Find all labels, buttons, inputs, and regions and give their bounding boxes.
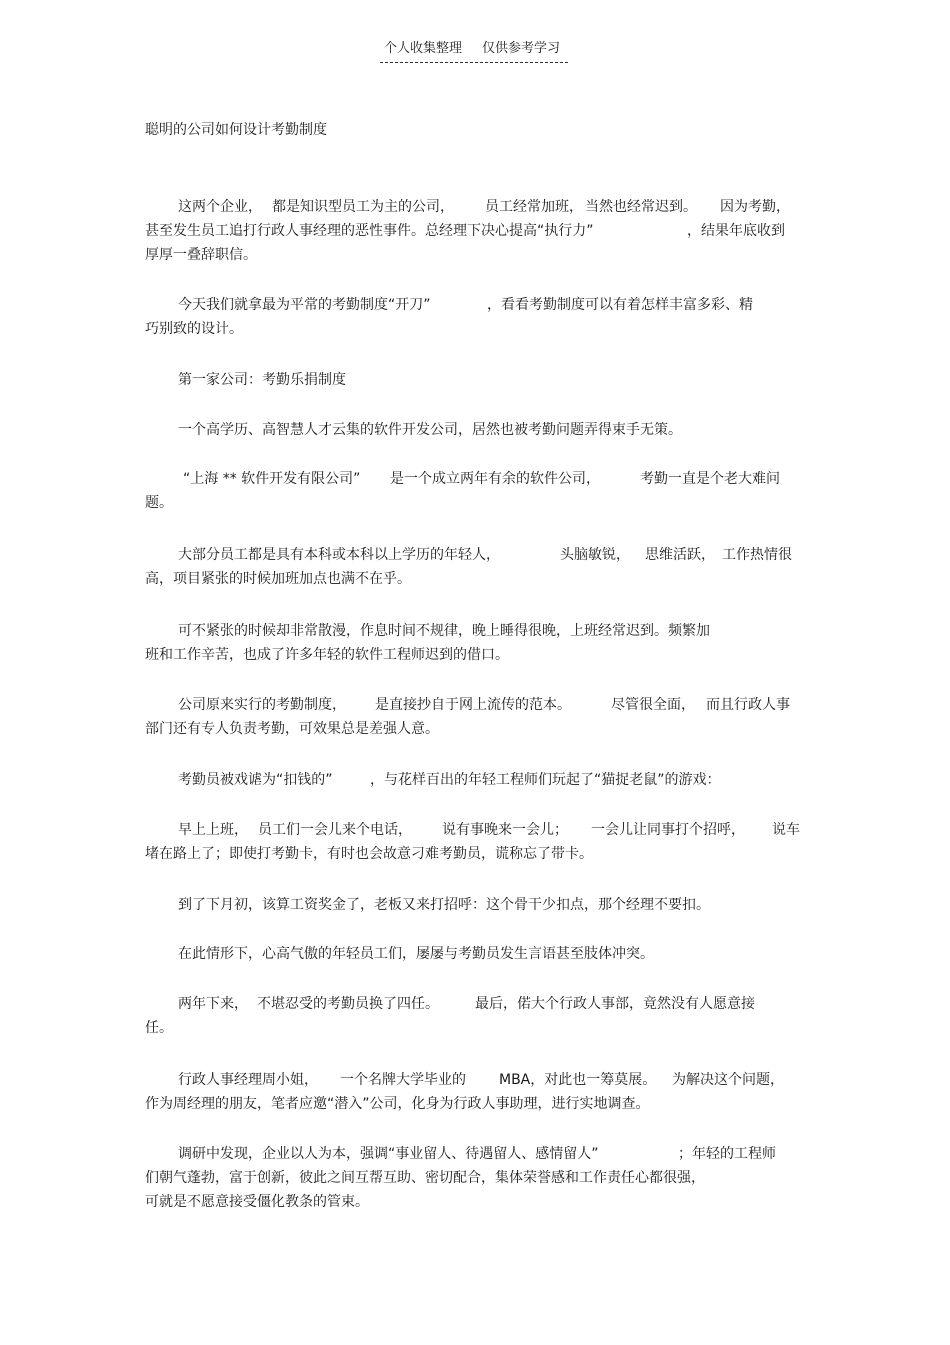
- text-line: [145, 1092, 805, 1116]
- text-line: [145, 768, 805, 792]
- text-segment: 班和工作辛苦，也成了许多年轻的软件工程师迟到的借口。: [145, 647, 509, 663]
- text-segment: 工作热情很: [722, 547, 792, 563]
- text-segment: 高，项目紧张的时候加班加点也满不在乎。: [145, 571, 411, 587]
- text-segment: MBA，对此也一筹莫展。: [499, 1072, 657, 1088]
- text-segment: 尽管很全面，: [611, 697, 695, 713]
- text-segment: 考勤一直是个老大难问: [640, 471, 780, 487]
- text-segment: ，与花样百出的年轻工程师们玩起了“猫捉老鼠”的游戏：: [370, 772, 721, 788]
- text-segment: 可不紧张的时候却非常散漫，作息时间不规律，晚上睡得很晚，上班经常迟到。频繁加: [178, 623, 710, 639]
- text-segment: 员工经常加班，: [485, 199, 583, 215]
- text-line: [145, 491, 805, 515]
- header-left-text: 个人收集整理: [384, 41, 463, 56]
- text-line: [145, 1068, 805, 1092]
- text-segment: 是一个成立两年有余的软件公司，: [390, 471, 600, 487]
- text-segment: 一个高学历、高智慧人才云集的软件开发公司，居然也被考勤问题弄得束手无策。: [178, 422, 682, 438]
- text-segment: 巧别致的设计。: [145, 321, 243, 337]
- header-right-text: 仅供参考学习: [482, 41, 561, 56]
- text-line: [145, 243, 805, 267]
- text-line: [145, 1166, 805, 1190]
- text-line: [145, 467, 805, 491]
- text-segment: 而且行政人事: [706, 697, 790, 713]
- text-line: [145, 195, 805, 219]
- paragraph: [145, 368, 805, 392]
- text-line: [145, 619, 805, 643]
- text-line: [145, 293, 805, 317]
- text-segment: 可就是不愿意接受僵化教条的管束。: [145, 1194, 369, 1210]
- text-segment: 考勤员被戏谑为“扣钱的”: [178, 772, 333, 788]
- text-segment: 们朝气蓬勃，富于创新，彼此之间互帮互助、密切配合，集体荣誉感和工作责任心都很强，: [145, 1170, 705, 1186]
- text-segment: 在此情形下，心高气傲的年轻员工们，屡屡与考勤员发生言语甚至肢体冲突。: [178, 946, 654, 962]
- text-line: [145, 893, 805, 917]
- text-segment: 因为考勤，: [720, 199, 790, 215]
- text-line: [145, 219, 805, 243]
- text-segment: 一会儿让同事打个招呼，: [591, 822, 745, 838]
- paragraph: [145, 543, 805, 591]
- text-segment: 思维活跃，: [645, 547, 715, 563]
- text-segment: 部门还有专人负责考勤，可效果总是差强人意。: [145, 721, 439, 737]
- text-segment: 说车: [772, 822, 800, 838]
- text-segment: ，结果年底收到: [687, 223, 785, 239]
- text-segment: 题。: [145, 495, 173, 511]
- text-line: [145, 1142, 805, 1166]
- text-segment: 行政人事经理周小姐，: [178, 1072, 318, 1088]
- text-line: [145, 1190, 805, 1214]
- text-segment: 作为周经理的朋友，笔者应邀“潜入”公司，化身为行政人事助理，进行实地调查。: [145, 1096, 650, 1112]
- text-segment: “上海 ** 软件开发有限公司”: [183, 471, 361, 487]
- paragraph: [145, 1142, 805, 1214]
- text-segment: 今天我们就拿最为平常的考勤制度“开刀”: [178, 297, 431, 313]
- text-segment: 早上上班，: [178, 822, 248, 838]
- paragraph: [145, 942, 805, 966]
- text-line: [145, 818, 805, 842]
- text-segment: 任。: [145, 1020, 173, 1036]
- text-segment: 都是知识型员工为主的公司，: [272, 199, 454, 215]
- text-line: [145, 543, 805, 567]
- text-segment: 第一家公司：考勤乐捐制度: [178, 372, 346, 388]
- text-line: [145, 643, 805, 667]
- text-segment: ；年轻的工程师: [678, 1146, 776, 1162]
- paragraph: [145, 992, 805, 1040]
- text-segment: 公司原来实行的考勤制度，: [178, 697, 346, 713]
- text-segment: 员工们一会儿来个电话，: [258, 822, 412, 838]
- text-segment: ，看看考勤制度可以有着怎样丰富多彩、精: [487, 297, 753, 313]
- text-segment: 说有事晚来一会儿；: [442, 822, 568, 838]
- text-line: [145, 992, 805, 1016]
- text-segment: 两年下来，: [178, 996, 248, 1012]
- paragraph: [145, 893, 805, 917]
- page-header: [380, 40, 568, 63]
- text-line: [145, 317, 805, 341]
- text-segment: 一个名牌大学毕业的: [340, 1072, 466, 1088]
- text-segment: 甚至发生员工追打行政人事经理的恶性事件。总经理下决心提高“执行力”: [145, 223, 594, 239]
- text-segment: 为解决这个问题，: [672, 1072, 784, 1088]
- text-segment: 当然也经常迟到。: [585, 199, 697, 215]
- text-line: [145, 567, 805, 591]
- text-segment: 到了下月初，该算工资奖金了，老板又来打招呼：这个骨干少扣点，那个经理不要扣。: [178, 897, 710, 913]
- paragraph: [145, 1068, 805, 1116]
- text-segment: 不堪忍受的考勤员换了四任。: [257, 996, 439, 1012]
- paragraph: [145, 467, 805, 515]
- paragraph: [145, 195, 805, 267]
- text-line: [145, 693, 805, 717]
- text-line: [145, 368, 805, 392]
- document-title: 聪明的公司如何设计考勤制度: [145, 122, 327, 138]
- text-line: [145, 1016, 805, 1040]
- text-segment: 头脑敏锐，: [560, 547, 630, 563]
- paragraph: [145, 619, 805, 667]
- paragraph: [145, 818, 805, 866]
- text-segment: 厚厚一叠辞职信。: [145, 247, 257, 263]
- text-segment: 是直接抄自于网上流传的范本。: [375, 697, 571, 713]
- text-segment: 调研中发现，企业以人为本，强调“事业留人、待遇留人、感情留人”: [178, 1146, 599, 1162]
- paragraph: [145, 293, 805, 341]
- paragraph: [145, 418, 805, 442]
- paragraph: [145, 768, 805, 792]
- paragraph: [145, 693, 805, 741]
- text-line: [145, 418, 805, 442]
- text-segment: 这两个企业，: [178, 199, 262, 215]
- text-line: [145, 842, 805, 866]
- text-segment: 大部分员工都是具有本科或本科以上学历的年轻人，: [178, 547, 500, 563]
- text-line: [145, 942, 805, 966]
- text-line: [145, 717, 805, 741]
- text-segment: 堵在路上了；即使打考勤卡，有时也会故意刁难考勤员，谎称忘了带卡。: [145, 846, 593, 862]
- text-segment: 最后，偌大个行政人事部，竟然没有人愿意接: [475, 996, 755, 1012]
